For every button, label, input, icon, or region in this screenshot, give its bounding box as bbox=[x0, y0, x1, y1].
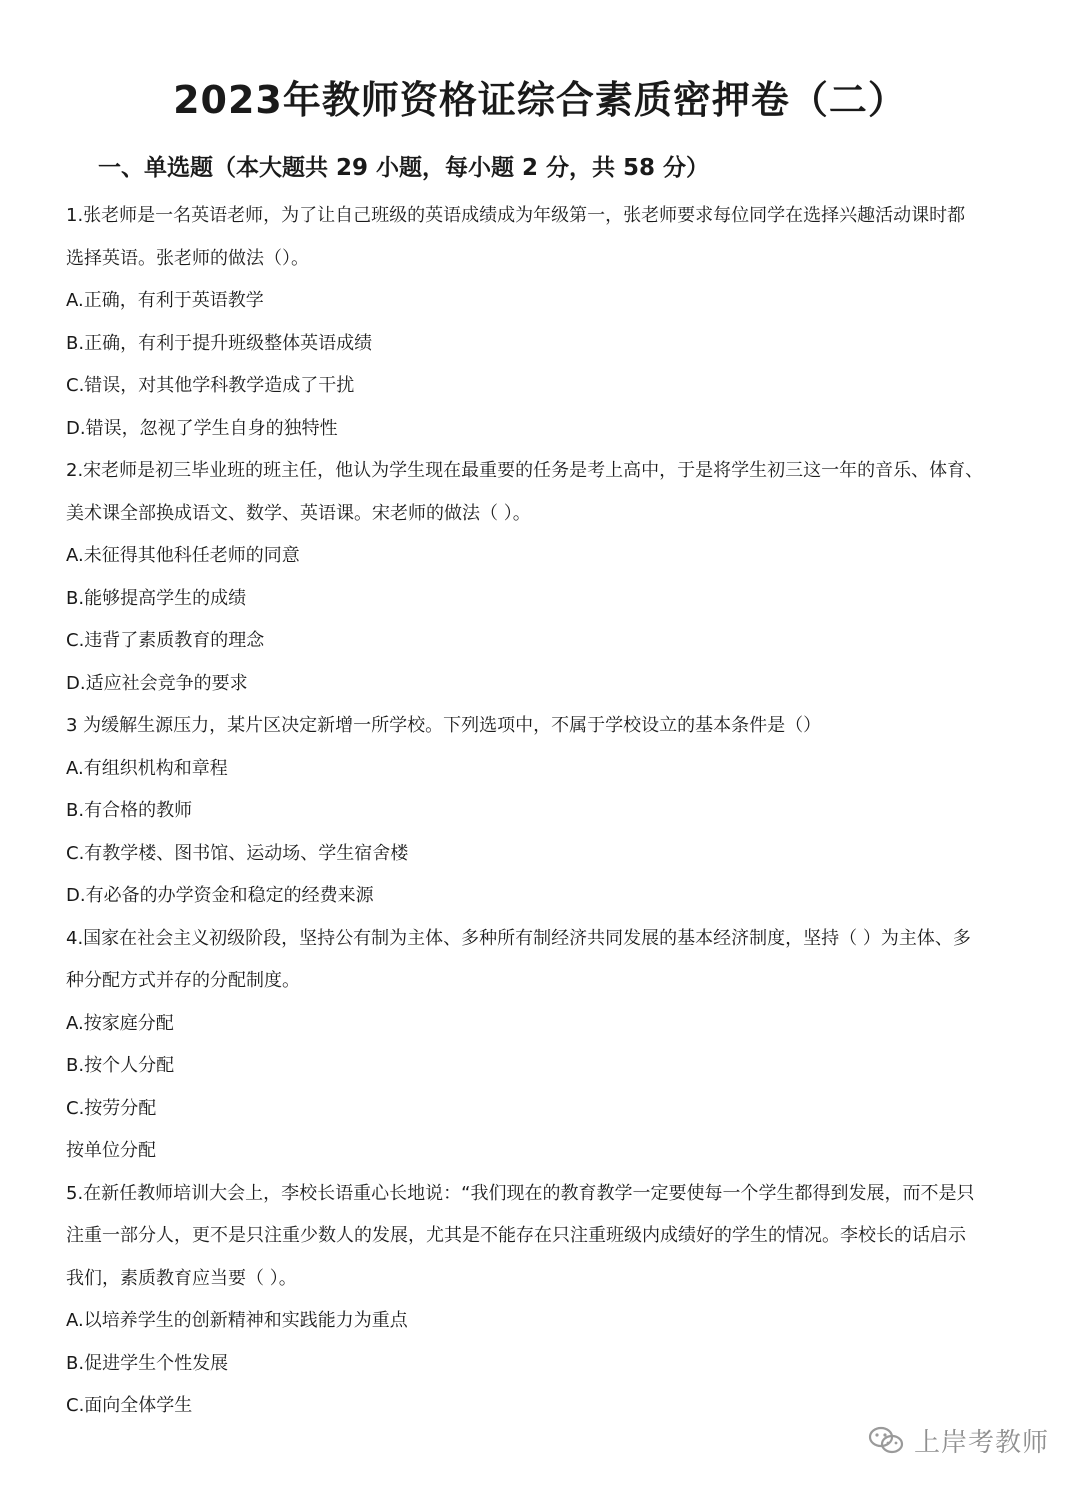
question-5-stem-line-2: 注重一部分人，更不是只注重少数人的发展，尤其是不能存在只注重班级内成绩好的学生的情况。李校长的话启示 bbox=[66, 1225, 966, 1246]
question-1-stem-line-1: 1.张老师是一名英语老师，为了让自己班级的英语成绩成为年级第一，张老师要求每位同学在选择兴趣活动课时都 bbox=[66, 205, 966, 226]
question-4-option-b: B.按个人分配 bbox=[66, 1055, 175, 1076]
question-4-stem-line-2: 种分配方式并存的分配制度。 bbox=[66, 970, 300, 991]
question-1-option-c: C.错误，对其他学科教学造成了干扰 bbox=[66, 375, 355, 396]
question-3-option-b: B.有合格的教师 bbox=[66, 800, 193, 821]
watermark-text: 上岸考教师 bbox=[914, 1427, 1050, 1458]
question-content bbox=[66, 195, 1026, 1428]
question-1-option-d: D.错误，忽视了学生自身的独特性 bbox=[66, 417, 338, 439]
question-1-stem-line-2: 选择英语。张老师的做法（）。 bbox=[66, 247, 309, 269]
question-2-option-d: D.适应社会竞争的要求 bbox=[66, 672, 248, 694]
watermark bbox=[866, 1418, 1049, 1462]
question-2-stem-line-1: 2.宋老师是初三毕业班的班主任，他认为学生现在最重要的任务是考上高中，于是将学生初三这一年的音乐、体育、 bbox=[66, 460, 984, 481]
question-1-option-b: B.正确，有利于提升班级整体英语成绩 bbox=[66, 332, 373, 354]
document-title: 2023年教师资格证综合素质密押卷（二） bbox=[173, 78, 907, 122]
question-5-option-a: A.以培养学生的创新精神和实践能力为重点 bbox=[66, 1310, 408, 1331]
question-4-option-a: A.按家庭分配 bbox=[66, 1012, 174, 1034]
question-4-stem-line-1: 4.国家在社会主义初级阶段，坚持公有制为主体、多种所有制经济共同发展的基本经济制度，坚持（ ）为主体、多 bbox=[66, 927, 971, 949]
question-3-option-d: D.有必备的办学资金和稳定的经费来源 bbox=[66, 885, 374, 906]
question-3-option-a: A.有组织机构和章程 bbox=[66, 757, 228, 779]
question-3-option-c: C.有教学楼、图书馆、运动场、学生宿舍楼 bbox=[66, 842, 409, 864]
question-5-option-b: B.促进学生个性发展 bbox=[66, 1352, 229, 1374]
question-2-option-b: B.能够提高学生的成绩 bbox=[66, 587, 247, 609]
section-heading: 一、单选题（本大题共 29 小题，每小题 2 分，共 58 分） bbox=[98, 155, 710, 181]
question-3-stem: 3 为缓解生源压力，某片区决定新增一所学校。下列选项中，不属于学校设立的基本条件是（） bbox=[66, 715, 822, 736]
question-5-stem-line-3: 我们，素质教育应当要（ ）。 bbox=[66, 1267, 297, 1289]
question-4-option-c: C.按劳分配 bbox=[66, 1097, 157, 1119]
wechat-official-account-icon bbox=[866, 1423, 906, 1457]
question-5-stem-line-1: 5.在新任教师培训大会上，李校长语重心长地说：“我们现在的教育教学一定要使每一个学生都得到发展，而不是只 bbox=[66, 1182, 975, 1204]
question-1-option-a: A.正确，有利于英语教学 bbox=[66, 290, 264, 311]
question-2-stem-line-2: 美术课全部换成语文、数学、英语课。宋老师的做法（ ）。 bbox=[66, 502, 531, 524]
question-4-option-d: 按单位分配 bbox=[66, 1140, 156, 1161]
question-2-option-a: A.未征得其他科任老师的同意 bbox=[66, 545, 300, 566]
question-2-option-c: C.违背了素质教育的理念 bbox=[66, 630, 265, 651]
question-5-option-c: C.面向全体学生 bbox=[66, 1395, 193, 1416]
